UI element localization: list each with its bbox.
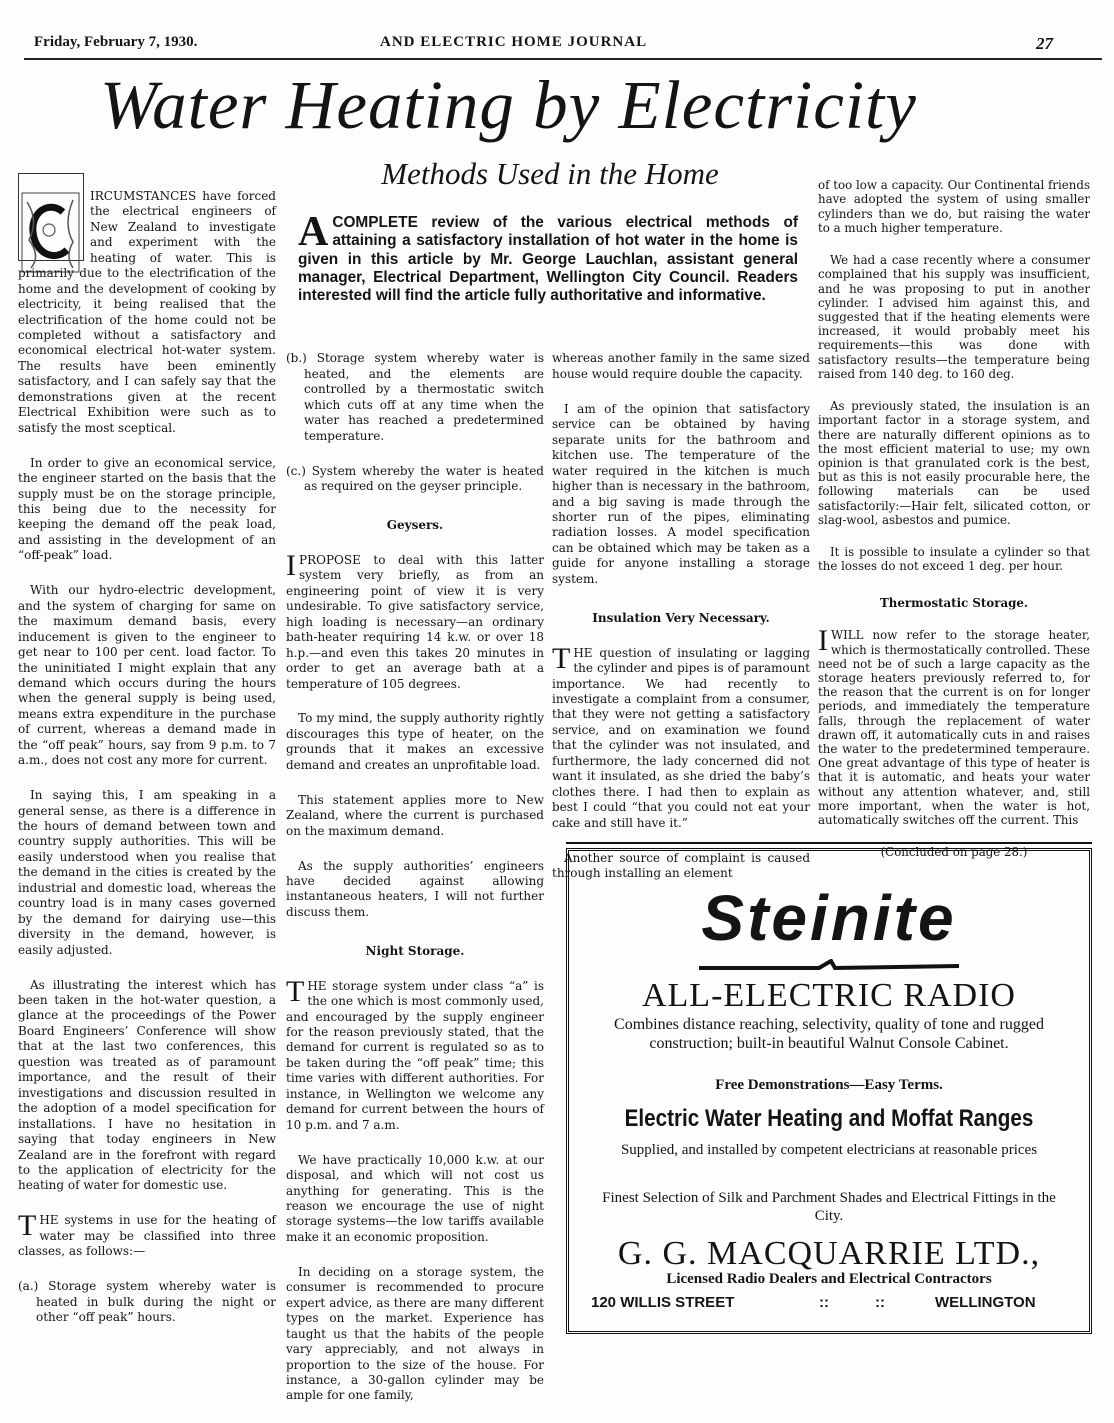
col4-paragraph-1: of too low a capacity. Our Continental friends have adopted the system of using smaller cylinders than we do, but raising the water to a much higher temperature.: [818, 178, 1090, 235]
article-intro: [298, 209, 798, 305]
ad-company-description: Licensed Radio Dealers and Electrical Contractors: [666, 1271, 992, 1287]
brand-logo: Steinite: [701, 882, 957, 954]
col3-paragraph-3: [552, 641, 810, 831]
heading-night-storage: Night Storage.: [365, 943, 465, 958]
steinite-advertisement: [566, 848, 1092, 1334]
ad-separator-2: ::: [875, 1294, 885, 1311]
ad-product: ALL-ELECTRIC RADIO: [641, 977, 1016, 1014]
col2-paragraph-1: [286, 548, 544, 692]
col3-paragraph-1: whereas another family in the same sized house would require double the capacity.: [552, 351, 810, 381]
col4-paragraph-5: [818, 624, 1090, 827]
col1-paragraph-3: With our hydro-electric development, and the system of charging for same on the maximum demand basis, every inducement is given to the engineer to get near to 100 per cent. load factor. To the uninitiated I might explain that any demand which occurs during the hours when the general supply is being used, means extra expenditure in the purchase of current, whereas a demand made in the “off peak” hours, say from 9 p.m. to 7 a.m., does not cost any more for current.: [18, 583, 276, 768]
col3-drop-cap: T: [552, 641, 571, 675]
ad-description: Combines distance reaching, selectivity, quality of tone and rugged construction; built-in beautiful Walnut Console Cabinet.: [614, 1016, 1044, 1052]
col1-paragraph-2: In order to give an economical service, the engineer started on the basis that the supply must be on the storage principle, this being due to the necessity for keeping the demand off the peak load, and assisting in the development of an “off-peak” load.: [18, 455, 276, 563]
col4-paragraph-3: As previously stated, the insulation is an important factor in a storage system, and there are naturally different opinions as to the most efficient material to use; my own opinion is that granulated cork is the best, but as this is not easily procurable here, the following materials can be used satisfactorily:—Hair felt, silicated cotton, or slag-wool, asbestos and pumice.: [818, 399, 1090, 527]
ad-top-rule: [566, 842, 1092, 844]
col2-paragraph-2: To my mind, the supply authority rightly discourages this type of heater, on the grounds that it makes an excessive demand and creates an unprofitable load.: [286, 711, 544, 772]
article-column-1: [18, 158, 276, 1345]
col4-paragraph-4: It is possible to insulate a cylinder so that the losses do not exceed 1 deg. per hour.: [818, 545, 1090, 574]
col1-paragraph-6-text: HE systems in use for the heating of water may be classified into three classes, as follows:—: [18, 1213, 276, 1259]
col3-paragraph-2: I am of the opinion that satisfactory service can be obtained by having separate units for the bathroom and kitchen use. The temperature of the water required in the kitchen is much higher than is necessary in the bathroom, and a big saving is made through the shorter run of the pipes, eliminating radiation losses. A model specification can be obtained which may be taken as a guide for anyone installing a storage system.: [552, 401, 810, 586]
ad-separator-1: ::: [819, 1294, 829, 1311]
ad-headline-ranges: Electric Water Heating and Moffat Ranges: [624, 1105, 1034, 1132]
concluded-note: (Concluded on page 28.): [880, 845, 1028, 860]
ad-city: WELLINGTON: [935, 1294, 1036, 1311]
col2-drop-cap-1: I: [286, 548, 296, 582]
ad-free-demonstrations: Free Demonstrations—Easy Terms.: [715, 1077, 943, 1093]
col4-paragraph-2: We had a case recently where a consumer complained that his supply was insufficient, and he was proposing to put in another cylinder. I advised him against this, and suggested that if the heating elements were increased, it would probably meet his requirements—this was done with satisfactory results—the temperature being raised from 140 deg. to 160 deg.: [818, 253, 1090, 381]
class-b-item: (b.) Storage system whereby water is heated, and the elements are controlled by a thermostatic switch which cuts off at any time when the water has reached a predetermined temperature.: [286, 351, 544, 443]
col2-paragraph-4: As the supply authorities’ engineers have decided against allowing instantaneous heaters, I will not further discuss them.: [286, 858, 544, 919]
col2-paragraph-5-text: HE storage system under class “a” is the one which is most commonly used, and encouraged by the supply engineer for the reason previously stated, that the demand for current is regulated so as to be taken during the “off peak” time; this time varies with different authorities. For instance, in Wellington we welcome any demand for current between the hours of 10 p.m. and 7 a.m.: [286, 978, 544, 1132]
ad-shades-text: Finest Selection of Silk and Parchment Shades and Electrical Fittings in the City.: [602, 1190, 1056, 1224]
col2-paragraph-7: In deciding on a storage system, the consumer is recommended to procure expert advice, as there are many different types on the market. Experience has taught us that the habits of the people vary appreciably, and not always in proportion to the size of the house. For instance, a 30-gallon cylinder may be ample for one family,: [286, 1264, 544, 1403]
ornament-c-icon: [19, 190, 82, 275]
col2-paragraph-6: We have practically 10,000 k.w. at our disposal, and which will not cost us anything for generating. This is the reason we encourage the use of night storage systems—the low tariffs available make it an economic proposition.: [286, 1152, 544, 1244]
col3-paragraph-3-text: HE question of insulating or lagging the cylinder and pipes is of paramount importance. We had recently to investigate a complaint from a consumer, that they were not getting a satisfactory service, and on examination we found that the cylinder was not insulated, and furthermore, the lady concerned did not want it insulated, as she dried the baby’s clothes there. I had then to explain as best I could “that you could not eat your cake and still have it.”: [552, 645, 810, 830]
ornamental-initial-icon: [18, 173, 84, 261]
publication-name: AND ELECTRIC HOME JOURNAL: [380, 34, 648, 50]
col2-paragraph-3: This statement applies more to New Zealand, where the current is purchased on the maximum demand.: [286, 792, 544, 838]
article-column-3: [552, 336, 810, 901]
col4-drop-cap: I: [818, 624, 828, 658]
heading-insulation: Insulation Very Necessary.: [592, 610, 770, 625]
article-subtitle: Methods Used in the Home: [381, 156, 719, 191]
col1-paragraph-5: As illustrating the interest which has been taken in the hot-water question, a glance at the proceedings of the Power Board Engineers’ Conference will show that at the last two conferences, this question was treated as of paramount importance, and the result of their investigations and discussion resulted in the adoption of a model specification for installations. I have no hesitation in saying that today engineers in New Zealand are in the forefront with regard to the application of electricity for the heating of water for domestic use.: [18, 977, 276, 1193]
ad-address: 120 WILLIS STREET: [591, 1294, 735, 1311]
intro-drop-cap: A: [298, 209, 329, 255]
col4-paragraph-5-text: WILL now refer to the storage heater, which is thermostatically controlled. These need not be of such a large capacity as the storage heaters previously referred to, for the reason that the current is on for longer periods, and immediately the temperature falls, through the replacement of water drawn off, it automatically cuts in and raises the water to the predetermined temperaure. One great advantage of this type of heater is that it is automatic, and heats your water without any attention whatever, and, still more important, when the water is hot, automatically switches off the current. This: [818, 628, 1090, 827]
heading-geysers: Geysers.: [386, 517, 444, 532]
col1-paragraph-6: [18, 1209, 276, 1259]
col1-drop-cap: T: [18, 1209, 37, 1243]
article-column-2: [286, 336, 544, 1423]
header-rule: [24, 58, 1102, 60]
col3-paragraph-4: Another source of complaint is caused through installing an element: [552, 850, 810, 880]
col2-paragraph-1-text: PROPOSE to deal with this latter system very briefly, as from an engineering point of view it is very undesirable. To give satisfactory service, high loading is necessary—an ordinary bath-heater requiring 14 k.w. or over 18 h.p.—and even this takes 20 minutes in order to get an average bath at a temperature of 105 degrees.: [286, 552, 544, 691]
page-number: 27: [1036, 34, 1053, 53]
ad-supply-text: Supplied, and installed by competent electricians at reasonable prices: [620, 1142, 1038, 1158]
class-a-item: (a.) Storage system whereby water is heated in bulk during the night or other “off peak” hours.: [18, 1279, 276, 1325]
intro-text: COMPLETE review of the various electrical methods of attaining a satisfactory installation of hot water in the home is given in this article by Mr. George Lauchlan, assistant general manager, Electrical Department, Wellington City Council. Readers interested will find the article fully authoritative and informative.: [298, 214, 798, 305]
col1-paragraph-4: In saying this, I am speaking in a general sense, as there is a difference in the hours of demand between town and country supply authorities. This will be easily understood when you realise that the demand in the cities is created by the industrial and domestic load, whereas the country load is in many cases governed by the demand for dairying use—this diversity in the demand, however, is easily adjusted.: [18, 788, 276, 957]
col2-paragraph-5: [286, 974, 544, 1134]
col1-paragraph-1: IRCUMSTANCES have forced the electrical engineers of New Zealand to investigate and experiment with the heating of water. This is primarily due to the electrification of the home and the development of cooking by electricity, it being realised that the electrification of the home could not be completed without a satisfactory and economical electrical hot-water system. The results have been eminently satisfactory, and I can safely say that the demonstrations given at the recent Electrical Exhibition were such as to satisfy the most sceptical.: [18, 188, 276, 435]
col2-drop-cap-2: T: [286, 974, 305, 1008]
article-title: Water Heating by Electricity: [100, 67, 917, 143]
ad-company-name: G. G. MACQUARRIE LTD.,: [617, 1235, 1041, 1272]
heading-thermostatic: Thermostatic Storage.: [880, 595, 1028, 610]
article-column-4: [818, 164, 1090, 878]
issue-date: Friday, February 7, 1930.: [34, 34, 198, 50]
lightning-underline-icon: [699, 959, 959, 973]
class-c-item: (c.) System whereby the water is heated as required on the geyser principle.: [286, 463, 544, 494]
